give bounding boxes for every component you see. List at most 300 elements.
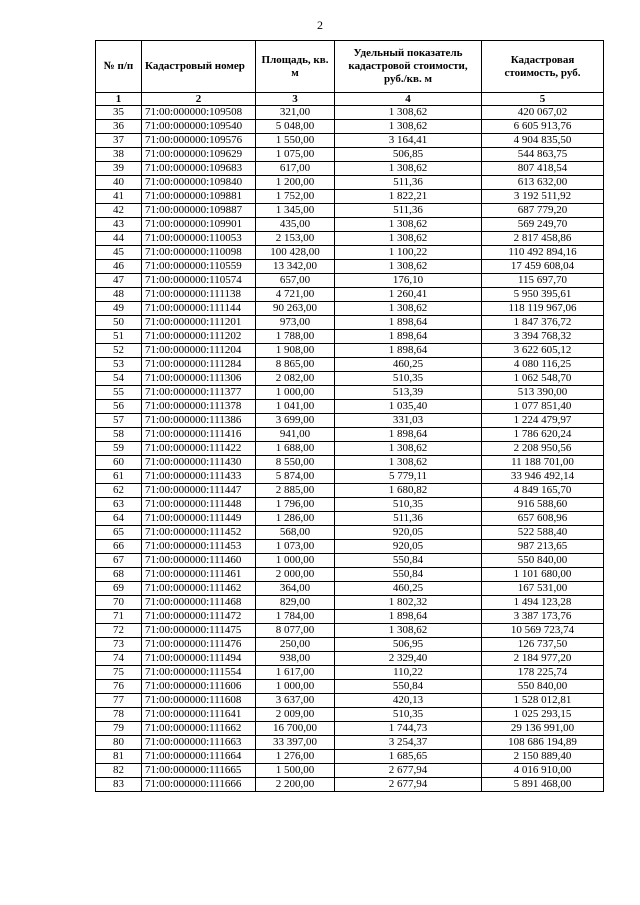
cell-specific-value: 460,25 xyxy=(335,358,482,372)
table-row xyxy=(96,232,604,246)
table-row xyxy=(96,246,604,260)
cell-row-number: 66 xyxy=(96,540,142,554)
header-area: Площадь, кв. м xyxy=(256,41,335,93)
cell-row-number: 41 xyxy=(96,190,142,204)
cell-cadastral-number: 71:00:000000:111378 xyxy=(142,400,256,414)
cell-specific-value: 331,03 xyxy=(335,414,482,428)
cell-area: 1 688,00 xyxy=(256,442,335,456)
cell-cadastral-number: 71:00:000000:111448 xyxy=(142,498,256,512)
cell-row-number: 75 xyxy=(96,666,142,680)
cell-cadastral-value: 5 950 395,61 xyxy=(482,288,604,302)
table-row xyxy=(96,568,604,582)
cell-row-number: 60 xyxy=(96,456,142,470)
cell-specific-value: 511,36 xyxy=(335,512,482,526)
cell-specific-value: 1 308,62 xyxy=(335,442,482,456)
cell-area: 1 796,00 xyxy=(256,498,335,512)
cell-row-number: 49 xyxy=(96,302,142,316)
cell-specific-value: 510,35 xyxy=(335,498,482,512)
table-row xyxy=(96,260,604,274)
cell-specific-value: 1 100,22 xyxy=(335,246,482,260)
cell-cadastral-number: 71:00:000000:111453 xyxy=(142,540,256,554)
cell-row-number: 47 xyxy=(96,274,142,288)
cell-cadastral-number: 71:00:000000:111641 xyxy=(142,708,256,722)
table-row xyxy=(96,666,604,680)
cell-cadastral-number: 71:00:000000:111138 xyxy=(142,288,256,302)
cell-row-number: 74 xyxy=(96,652,142,666)
cell-area: 2 082,00 xyxy=(256,372,335,386)
table-header xyxy=(96,41,604,106)
cell-cadastral-value: 1 224 479,97 xyxy=(482,414,604,428)
cell-cadastral-value: 5 891 468,00 xyxy=(482,778,604,792)
cell-area: 1 752,00 xyxy=(256,190,335,204)
table-row xyxy=(96,652,604,666)
cell-row-number: 51 xyxy=(96,330,142,344)
cell-row-number: 77 xyxy=(96,694,142,708)
cell-cadastral-value: 1 062 548,70 xyxy=(482,372,604,386)
cell-area: 1 000,00 xyxy=(256,680,335,694)
cell-cadastral-value: 550 840,00 xyxy=(482,680,604,694)
cell-row-number: 83 xyxy=(96,778,142,792)
cell-cadastral-number: 71:00:000000:109629 xyxy=(142,148,256,162)
cell-area: 1 200,00 xyxy=(256,176,335,190)
cell-row-number: 57 xyxy=(96,414,142,428)
column-number: 1 xyxy=(96,93,142,106)
table-row xyxy=(96,344,604,358)
cell-cadastral-value: 544 863,75 xyxy=(482,148,604,162)
table-row xyxy=(96,428,604,442)
cell-specific-value: 513,39 xyxy=(335,386,482,400)
cell-cadastral-number: 71:00:000000:111475 xyxy=(142,624,256,638)
cell-specific-value: 1 898,64 xyxy=(335,610,482,624)
cell-cadastral-value: 513 390,00 xyxy=(482,386,604,400)
cell-area: 1 550,00 xyxy=(256,134,335,148)
table-row xyxy=(96,484,604,498)
page-number: 2 xyxy=(317,18,323,32)
table-row xyxy=(96,470,604,484)
cell-row-number: 63 xyxy=(96,498,142,512)
cell-cadastral-value: 1 077 851,40 xyxy=(482,400,604,414)
table-row xyxy=(96,722,604,736)
cell-area: 657,00 xyxy=(256,274,335,288)
cell-cadastral-value: 4 849 165,70 xyxy=(482,484,604,498)
table-row xyxy=(96,400,604,414)
table-row xyxy=(96,134,604,148)
table-row xyxy=(96,204,604,218)
cell-cadastral-value: 4 904 835,50 xyxy=(482,134,604,148)
cell-row-number: 55 xyxy=(96,386,142,400)
cell-cadastral-value: 1 847 376,72 xyxy=(482,316,604,330)
cell-specific-value: 511,36 xyxy=(335,204,482,218)
cell-cadastral-number: 71:00:000000:111608 xyxy=(142,694,256,708)
cell-area: 2 000,00 xyxy=(256,568,335,582)
table-row xyxy=(96,582,604,596)
cell-specific-value: 511,36 xyxy=(335,176,482,190)
cell-cadastral-number: 71:00:000000:111662 xyxy=(142,722,256,736)
cell-row-number: 45 xyxy=(96,246,142,260)
cell-row-number: 62 xyxy=(96,484,142,498)
cell-area: 13 342,00 xyxy=(256,260,335,274)
cell-area: 100 428,00 xyxy=(256,246,335,260)
cell-row-number: 36 xyxy=(96,120,142,134)
cell-cadastral-number: 71:00:000000:111430 xyxy=(142,456,256,470)
cell-row-number: 67 xyxy=(96,554,142,568)
cell-row-number: 72 xyxy=(96,624,142,638)
cell-row-number: 70 xyxy=(96,596,142,610)
cell-cadastral-number: 71:00:000000:111202 xyxy=(142,330,256,344)
cell-area: 16 700,00 xyxy=(256,722,335,736)
cell-cadastral-number: 71:00:000000:109901 xyxy=(142,218,256,232)
cell-row-number: 54 xyxy=(96,372,142,386)
cell-specific-value: 920,05 xyxy=(335,540,482,554)
table-row xyxy=(96,736,604,750)
cell-cadastral-value: 2 817 458,86 xyxy=(482,232,604,246)
cell-specific-value: 1 744,73 xyxy=(335,722,482,736)
cell-cadastral-number: 71:00:000000:109881 xyxy=(142,190,256,204)
cell-cadastral-number: 71:00:000000:109576 xyxy=(142,134,256,148)
cell-cadastral-value: 11 188 701,00 xyxy=(482,456,604,470)
cell-specific-value: 1 898,64 xyxy=(335,344,482,358)
cell-cadastral-value: 2 208 950,56 xyxy=(482,442,604,456)
cell-row-number: 79 xyxy=(96,722,142,736)
cell-area: 1 345,00 xyxy=(256,204,335,218)
cell-cadastral-value: 6 605 913,76 xyxy=(482,120,604,134)
cell-cadastral-number: 71:00:000000:111468 xyxy=(142,596,256,610)
cell-specific-value: 510,35 xyxy=(335,708,482,722)
table-row xyxy=(96,498,604,512)
cell-cadastral-number: 71:00:000000:111284 xyxy=(142,358,256,372)
cell-specific-value: 1 822,21 xyxy=(335,190,482,204)
table-row xyxy=(96,554,604,568)
table-row xyxy=(96,358,604,372)
cell-cadastral-value: 118 119 967,06 xyxy=(482,302,604,316)
header-cadastral-number: Кадастровый номер xyxy=(142,41,256,93)
column-number-row xyxy=(96,93,604,106)
cell-area: 2 200,00 xyxy=(256,778,335,792)
cell-row-number: 59 xyxy=(96,442,142,456)
cell-cadastral-number: 71:00:000000:111606 xyxy=(142,680,256,694)
cell-cadastral-value: 420 067,02 xyxy=(482,106,604,120)
cell-area: 5 048,00 xyxy=(256,120,335,134)
table-row xyxy=(96,106,604,120)
cell-area: 1 000,00 xyxy=(256,554,335,568)
cell-row-number: 81 xyxy=(96,750,142,764)
table-row xyxy=(96,694,604,708)
cell-area: 90 263,00 xyxy=(256,302,335,316)
cell-row-number: 42 xyxy=(96,204,142,218)
cell-cadastral-number: 71:00:000000:111422 xyxy=(142,442,256,456)
cell-row-number: 43 xyxy=(96,218,142,232)
cell-cadastral-value: 110 492 894,16 xyxy=(482,246,604,260)
cell-row-number: 50 xyxy=(96,316,142,330)
cell-specific-value: 2 677,94 xyxy=(335,778,482,792)
cadastral-value-table xyxy=(95,40,604,792)
cell-row-number: 39 xyxy=(96,162,142,176)
cell-area: 435,00 xyxy=(256,218,335,232)
table-row xyxy=(96,750,604,764)
table-row xyxy=(96,162,604,176)
cell-cadastral-value: 167 531,00 xyxy=(482,582,604,596)
cell-area: 321,00 xyxy=(256,106,335,120)
cell-cadastral-value: 10 569 723,74 xyxy=(482,624,604,638)
cell-area: 1 075,00 xyxy=(256,148,335,162)
cell-cadastral-value: 687 779,20 xyxy=(482,204,604,218)
cell-area: 938,00 xyxy=(256,652,335,666)
cell-area: 1 286,00 xyxy=(256,512,335,526)
table-row xyxy=(96,274,604,288)
cell-specific-value: 506,95 xyxy=(335,638,482,652)
cell-cadastral-number: 71:00:000000:111476 xyxy=(142,638,256,652)
header-row-number: № п/п xyxy=(96,41,142,93)
cell-row-number: 53 xyxy=(96,358,142,372)
cell-cadastral-value: 522 588,40 xyxy=(482,526,604,540)
cell-row-number: 71 xyxy=(96,610,142,624)
cell-cadastral-number: 71:00:000000:111663 xyxy=(142,736,256,750)
table-row xyxy=(96,302,604,316)
cell-specific-value: 550,84 xyxy=(335,680,482,694)
table-row xyxy=(96,190,604,204)
cell-cadastral-value: 807 418,54 xyxy=(482,162,604,176)
cell-cadastral-number: 71:00:000000:111452 xyxy=(142,526,256,540)
table-row xyxy=(96,372,604,386)
column-number: 4 xyxy=(335,93,482,106)
cell-specific-value: 1 308,62 xyxy=(335,162,482,176)
cell-specific-value: 3 164,41 xyxy=(335,134,482,148)
cell-specific-value: 1 308,62 xyxy=(335,302,482,316)
cell-cadastral-number: 71:00:000000:110559 xyxy=(142,260,256,274)
cell-area: 1 788,00 xyxy=(256,330,335,344)
cell-area: 617,00 xyxy=(256,162,335,176)
table-row xyxy=(96,680,604,694)
cell-row-number: 68 xyxy=(96,568,142,582)
cell-cadastral-value: 4 016 910,00 xyxy=(482,764,604,778)
cell-area: 364,00 xyxy=(256,582,335,596)
cell-row-number: 35 xyxy=(96,106,142,120)
table-row xyxy=(96,610,604,624)
cell-cadastral-value: 1 025 293,15 xyxy=(482,708,604,722)
cell-cadastral-value: 1 786 620,24 xyxy=(482,428,604,442)
cell-area: 8 077,00 xyxy=(256,624,335,638)
cell-specific-value: 1 898,64 xyxy=(335,330,482,344)
cell-cadastral-number: 71:00:000000:111204 xyxy=(142,344,256,358)
cell-cadastral-number: 71:00:000000:111201 xyxy=(142,316,256,330)
cell-cadastral-number: 71:00:000000:111449 xyxy=(142,512,256,526)
cell-area: 829,00 xyxy=(256,596,335,610)
cell-cadastral-number: 71:00:000000:111386 xyxy=(142,414,256,428)
cell-cadastral-value: 1 494 123,28 xyxy=(482,596,604,610)
table-row xyxy=(96,624,604,638)
cell-cadastral-number: 71:00:000000:109683 xyxy=(142,162,256,176)
cell-cadastral-value: 108 686 194,89 xyxy=(482,736,604,750)
column-number: 2 xyxy=(142,93,256,106)
cell-specific-value: 1 308,62 xyxy=(335,218,482,232)
cell-cadastral-number: 71:00:000000:109887 xyxy=(142,204,256,218)
cell-cadastral-number: 71:00:000000:111416 xyxy=(142,428,256,442)
cell-cadastral-number: 71:00:000000:111554 xyxy=(142,666,256,680)
cell-row-number: 56 xyxy=(96,400,142,414)
cell-cadastral-value: 3 394 768,32 xyxy=(482,330,604,344)
table-row xyxy=(96,764,604,778)
cell-cadastral-value: 613 632,00 xyxy=(482,176,604,190)
table-row xyxy=(96,148,604,162)
cell-row-number: 69 xyxy=(96,582,142,596)
cell-cadastral-number: 71:00:000000:111666 xyxy=(142,778,256,792)
cell-specific-value: 1 308,62 xyxy=(335,260,482,274)
cell-cadastral-value: 3 622 605,12 xyxy=(482,344,604,358)
cell-cadastral-value: 550 840,00 xyxy=(482,554,604,568)
cell-cadastral-value: 29 136 991,00 xyxy=(482,722,604,736)
cell-row-number: 58 xyxy=(96,428,142,442)
table-row xyxy=(96,596,604,610)
cell-row-number: 52 xyxy=(96,344,142,358)
cell-cadastral-value: 33 946 492,14 xyxy=(482,470,604,484)
cell-cadastral-value: 17 459 608,04 xyxy=(482,260,604,274)
table-row xyxy=(96,218,604,232)
table-row xyxy=(96,386,604,400)
cell-cadastral-value: 1 101 680,00 xyxy=(482,568,604,582)
cell-specific-value: 2 329,40 xyxy=(335,652,482,666)
cell-cadastral-number: 71:00:000000:111494 xyxy=(142,652,256,666)
cell-row-number: 82 xyxy=(96,764,142,778)
cell-cadastral-number: 71:00:000000:109840 xyxy=(142,176,256,190)
cell-area: 1 000,00 xyxy=(256,386,335,400)
cell-row-number: 38 xyxy=(96,148,142,162)
cell-row-number: 65 xyxy=(96,526,142,540)
cell-specific-value: 550,84 xyxy=(335,554,482,568)
column-number: 5 xyxy=(482,93,604,106)
cell-specific-value: 1 680,82 xyxy=(335,484,482,498)
cell-cadastral-value: 126 737,50 xyxy=(482,638,604,652)
cell-specific-value: 5 779,11 xyxy=(335,470,482,484)
cell-cadastral-number: 71:00:000000:110574 xyxy=(142,274,256,288)
table-row xyxy=(96,638,604,652)
cell-specific-value: 1 308,62 xyxy=(335,120,482,134)
cell-specific-value: 920,05 xyxy=(335,526,482,540)
cell-area: 1 500,00 xyxy=(256,764,335,778)
cell-cadastral-number: 71:00:000000:111461 xyxy=(142,568,256,582)
cell-row-number: 44 xyxy=(96,232,142,246)
cell-specific-value: 1 260,41 xyxy=(335,288,482,302)
cell-area: 2 153,00 xyxy=(256,232,335,246)
cell-area: 3 637,00 xyxy=(256,694,335,708)
cell-cadastral-value: 2 150 889,40 xyxy=(482,750,604,764)
cell-cadastral-number: 71:00:000000:111144 xyxy=(142,302,256,316)
table-row xyxy=(96,120,604,134)
cell-specific-value: 2 677,94 xyxy=(335,764,482,778)
cell-cadastral-value: 657 608,96 xyxy=(482,512,604,526)
cell-cadastral-number: 71:00:000000:111462 xyxy=(142,582,256,596)
table-row xyxy=(96,708,604,722)
cell-specific-value: 510,35 xyxy=(335,372,482,386)
cell-specific-value: 110,22 xyxy=(335,666,482,680)
table-row xyxy=(96,778,604,792)
cell-area: 1 041,00 xyxy=(256,400,335,414)
cell-cadastral-value: 3 387 173,76 xyxy=(482,610,604,624)
cell-cadastral-number: 71:00:000000:109508 xyxy=(142,106,256,120)
cell-row-number: 73 xyxy=(96,638,142,652)
header-cadastral-value: Кадастровая стоимость, руб. xyxy=(482,41,604,93)
cell-area: 2 009,00 xyxy=(256,708,335,722)
cell-area: 4 721,00 xyxy=(256,288,335,302)
column-number: 3 xyxy=(256,93,335,106)
cell-specific-value: 460,25 xyxy=(335,582,482,596)
table-row xyxy=(96,442,604,456)
cell-row-number: 46 xyxy=(96,260,142,274)
cell-cadastral-value: 178 225,74 xyxy=(482,666,604,680)
cell-cadastral-number: 71:00:000000:109540 xyxy=(142,120,256,134)
cell-area: 1 617,00 xyxy=(256,666,335,680)
cell-specific-value: 3 254,37 xyxy=(335,736,482,750)
cell-row-number: 76 xyxy=(96,680,142,694)
cell-area: 8 550,00 xyxy=(256,456,335,470)
cell-cadastral-number: 71:00:000000:110098 xyxy=(142,246,256,260)
cell-area: 5 874,00 xyxy=(256,470,335,484)
table-row xyxy=(96,316,604,330)
cell-specific-value: 420,13 xyxy=(335,694,482,708)
cell-specific-value: 1 308,62 xyxy=(335,456,482,470)
cell-specific-value: 506,85 xyxy=(335,148,482,162)
cell-cadastral-number: 71:00:000000:111447 xyxy=(142,484,256,498)
cell-row-number: 61 xyxy=(96,470,142,484)
table-row xyxy=(96,414,604,428)
table-row xyxy=(96,456,604,470)
header-specific-value: Удельный показатель кадастровой стоимости, руб./кв. м xyxy=(335,41,482,93)
cell-cadastral-value: 115 697,70 xyxy=(482,274,604,288)
cell-specific-value: 1 308,62 xyxy=(335,232,482,246)
cell-area: 1 908,00 xyxy=(256,344,335,358)
cell-cadastral-number: 71:00:000000:111306 xyxy=(142,372,256,386)
cell-area: 973,00 xyxy=(256,316,335,330)
cell-cadastral-value: 2 184 977,20 xyxy=(482,652,604,666)
cell-cadastral-value: 1 528 012,81 xyxy=(482,694,604,708)
cell-cadastral-value: 4 080 116,25 xyxy=(482,358,604,372)
table-row xyxy=(96,540,604,554)
cell-cadastral-number: 71:00:000000:111664 xyxy=(142,750,256,764)
cell-cadastral-value: 916 588,60 xyxy=(482,498,604,512)
cell-area: 33 397,00 xyxy=(256,736,335,750)
cell-cadastral-number: 71:00:000000:110053 xyxy=(142,232,256,246)
cell-area: 8 865,00 xyxy=(256,358,335,372)
cell-cadastral-number: 71:00:000000:111472 xyxy=(142,610,256,624)
table-body xyxy=(96,106,604,792)
table-row xyxy=(96,512,604,526)
cell-specific-value: 1 802,32 xyxy=(335,596,482,610)
cell-specific-value: 1 308,62 xyxy=(335,106,482,120)
cell-row-number: 64 xyxy=(96,512,142,526)
cell-specific-value: 1 685,65 xyxy=(335,750,482,764)
cell-cadastral-value: 3 192 511,92 xyxy=(482,190,604,204)
cell-specific-value: 1 308,62 xyxy=(335,624,482,638)
table-row xyxy=(96,288,604,302)
table-row xyxy=(96,176,604,190)
cell-area: 250,00 xyxy=(256,638,335,652)
cell-area: 2 885,00 xyxy=(256,484,335,498)
cell-row-number: 40 xyxy=(96,176,142,190)
cell-area: 1 276,00 xyxy=(256,750,335,764)
cell-specific-value: 550,84 xyxy=(335,568,482,582)
cell-area: 3 699,00 xyxy=(256,414,335,428)
header-row xyxy=(96,41,604,93)
cell-cadastral-number: 71:00:000000:111460 xyxy=(142,554,256,568)
cell-area: 1 073,00 xyxy=(256,540,335,554)
table-row xyxy=(96,330,604,344)
cell-area: 1 784,00 xyxy=(256,610,335,624)
cell-area: 568,00 xyxy=(256,526,335,540)
cell-cadastral-value: 569 249,70 xyxy=(482,218,604,232)
cell-area: 941,00 xyxy=(256,428,335,442)
cell-cadastral-number: 71:00:000000:111377 xyxy=(142,386,256,400)
cell-specific-value: 176,10 xyxy=(335,274,482,288)
cell-row-number: 80 xyxy=(96,736,142,750)
